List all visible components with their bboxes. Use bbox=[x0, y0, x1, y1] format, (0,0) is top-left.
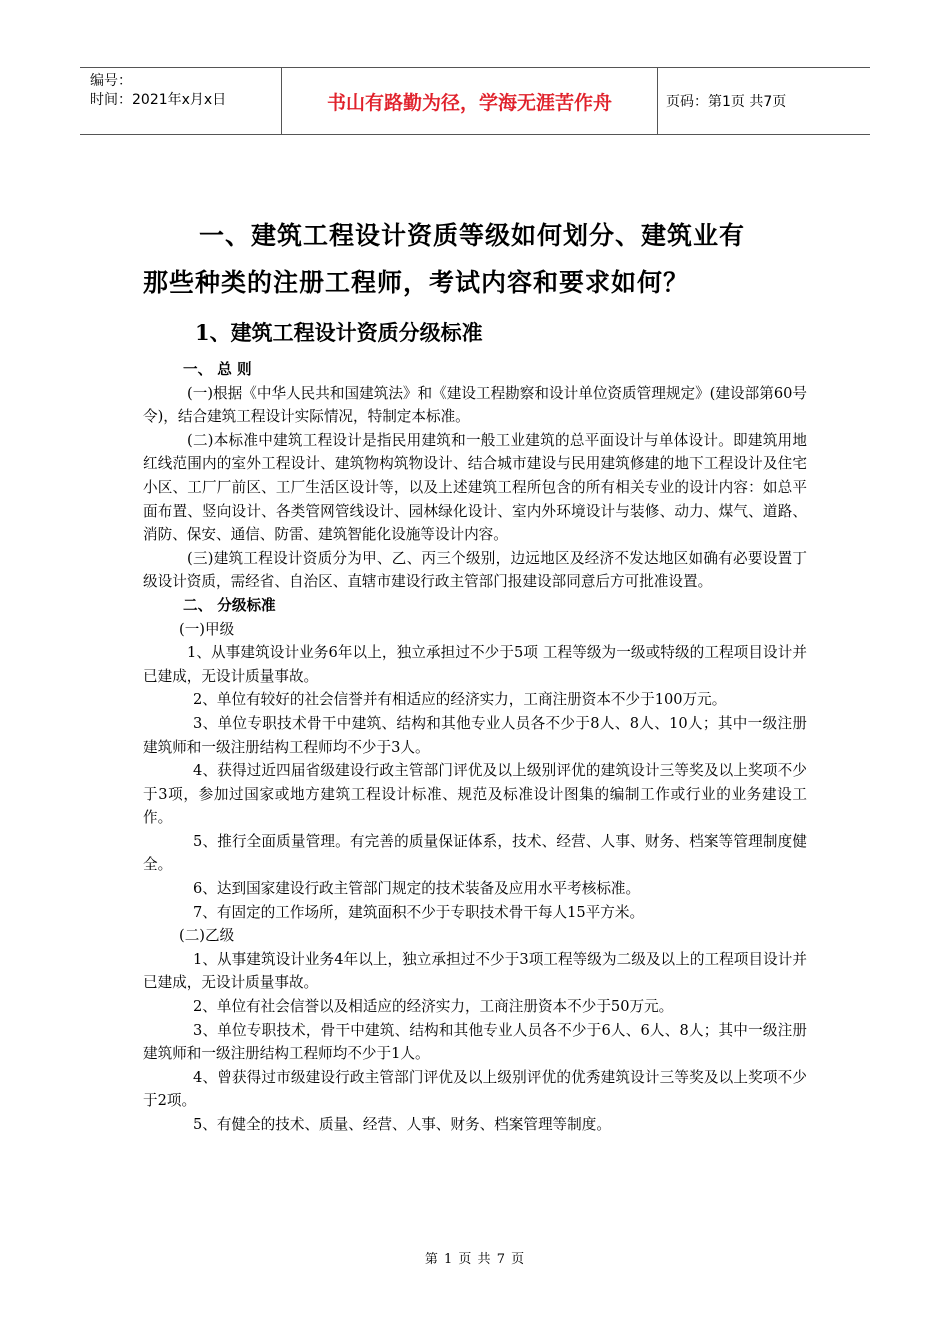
title-line-1: 一、建筑工程设计资质等级如何划分、建筑业有 bbox=[199, 221, 746, 250]
header-meta bbox=[80, 68, 282, 134]
document-title bbox=[143, 212, 808, 306]
paragraph: 1、从事建筑设计业务6年以上，独立承担过不少于5项 工程等级为一级或特级的工程项目设计并已建成，无设计质量事故。 bbox=[143, 644, 807, 685]
paragraph: 3、单位专职技术，骨干中建筑、结构和其他专业人员各不少于6人、6人、8人；其中一级注册建筑师和一级注册结构工程师均不少于1人。 bbox=[143, 1021, 807, 1063]
paragraph: 2、单位有较好的社会信誉并有相适应的经济实力，工商注册资本不少于100万元。 bbox=[193, 691, 727, 709]
title-line-2: 那些种类的注册工程师，考试内容和要求如何？ bbox=[143, 268, 690, 297]
paragraph: 3、单位专职技术骨干中建筑、结构和其他专业人员各不少于8人、8人、10人；其中一级注册建筑师和一级注册结构工程师均不少于3人。 bbox=[143, 714, 807, 756]
time-label: 时间：2021年x月x日 bbox=[90, 92, 227, 108]
paragraph: 4、获得过近四届省级建设行政主管部门评优及以上级别评优的建筑设计三等奖及以上奖项不少于3项，参加过国家或地方建筑工程设计标准、规范及标准设计图集的编制工作或行业的业务建设工作。 bbox=[143, 762, 807, 827]
document-header bbox=[80, 67, 870, 135]
number-label: 编号： bbox=[90, 73, 132, 89]
paragraph: (二)本标准中建筑工程设计是指民用建筑和一般工业建筑的总平面设计与单体设计。即建筑用地红线范围内的室外工程设计、建筑物构筑物设计、结合城市建设与民用建筑修建的地下工程设计及住宅小区、工厂厂前区、工厂生活区设计等，以及上述建筑工程所包含的所有相关专业的设计内容：如总平面布置、竖向设计、各类管网管线设计、园林绿化设计、室内外环境设计与装修、动力、煤气、道路、消防、保安、通信、防雷、建筑智能化设施等设计内容。 bbox=[143, 431, 807, 544]
paragraph: 5、有健全的技术、质量、经营、人事、财务、档案管理等制度。 bbox=[193, 1116, 611, 1133]
header-motto: 书山有路勤为径，学海无涯苦作舟 bbox=[282, 68, 658, 134]
document-body bbox=[143, 358, 807, 1137]
paragraph: 2、单位有社会信誉以及相适应的经济实力，工商注册资本不少于50万元。 bbox=[193, 998, 674, 1016]
paragraph: 6、达到国家建设行政主管部门规定的技术装备及应用水平考核标准。 bbox=[193, 880, 641, 898]
subsection-heading: (一)甲级 bbox=[179, 620, 235, 638]
subsection-heading: (二)乙级 bbox=[179, 927, 235, 945]
header-page-info: 页码：第1页 共7页 bbox=[666, 94, 787, 110]
paragraph: 4、曾获得过市级建设行政主管部门评优及以上级别评优的优秀建筑设计三等奖及以上奖项不少于2项。 bbox=[143, 1068, 807, 1110]
paragraph: (三)建筑工程设计资质分为甲、乙、丙三个级别，边远地区及经济不发达地区如确有必要设置丁级设计资质，需经省、自治区、直辖市建设行政主管部门报建设部同意后方可批准设置。 bbox=[143, 549, 807, 591]
section-heading: 二、 分级标准 bbox=[183, 596, 276, 614]
paragraph: 7、有固定的工作场所，建筑面积不少于专职技术骨干每人15平方米。 bbox=[193, 903, 645, 921]
page-footer: 第 1 页 共 7 页 bbox=[424, 1252, 526, 1267]
paragraph: 5、推行全面质量管理。有完善的质量保证体系，技术、经营、人事、财务、档案等管理制度健全。 bbox=[143, 832, 807, 874]
section-title: 1、建筑工程设计资质分级标准 bbox=[195, 320, 483, 345]
paragraph: (一)根据《中华人民共和国建筑法》和《建设工程勘察和设计单位资质管理规定》(建设部第60号令)，结合建筑工程设计实际情况，特制定本标准。 bbox=[143, 384, 807, 426]
paragraph: 1、从事建筑设计业务4年以上，独立承担过不少于3项工程等级为二级及以上的工程项目设计并已建成，无设计质量事故。 bbox=[143, 950, 807, 992]
section-heading: 一、 总 则 bbox=[183, 361, 252, 378]
